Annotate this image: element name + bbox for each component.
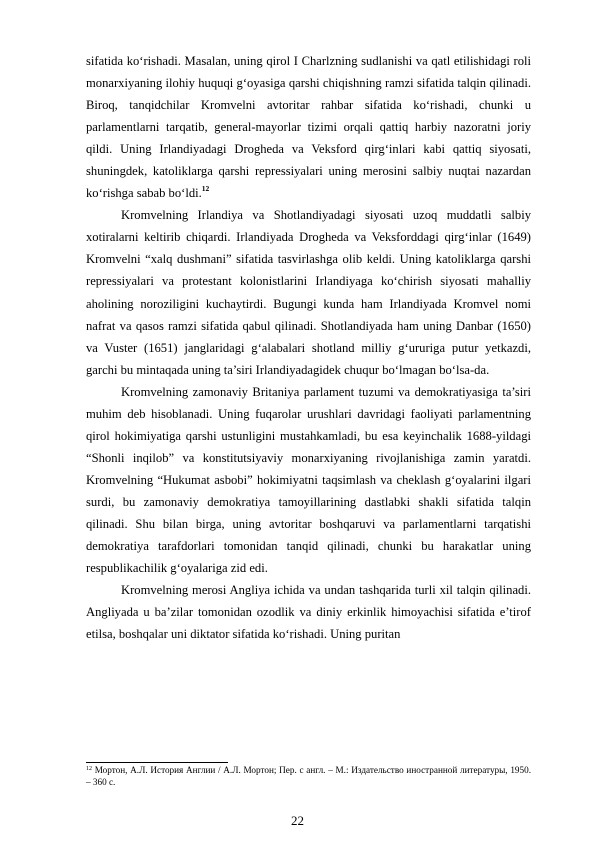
page-body	[86, 50, 531, 645]
page-number: 22	[291, 813, 304, 828]
paragraph-3: Kromvelning zamonaviy Britaniya parlament tuzumi va demokratiyasiga ta’siri muhim deb hisoblanadi. Uning fuqarolar urushlari davridagi faoliyati parlamentning qirol hokimiyatiga qarshi ustunligini mustahkamladi, bu esa keyinchalik 1688-yildagi “Shonli inqilob” va konstitutsiyaviy monarxiyaning rivojlanishiga zamin yaratdi. Kromvelning “Hukumat asbobi” hokimiyatni taqsimlash va cheklash g‘oyalarini ilgari surdi, bu zamonaviy demokratiya tamoyillarining dastlabki shakli sifatida talqin qilinadi. Shu bilan birga, uning avtoritar boshqaruvi va parlamentlarni tarqatishi demokratiya tarafdorlari tomonidan tanqid qilinadi, chunki bu harakatlar uning respublikachilik g‘oyalariga zid edi.	[86, 384, 531, 576]
paragraph-1-text: sifatida ko‘rishadi. Masalan, uning qirol I Charlzning sudlanishi va qatl etilishidagi roli monarxiyaning ilohiy huquqi g‘oyasiga qarshi chiqishning ramzi sifatida talqin qilinadi. Biroq, tanqidchilar Kromvelni avtoritar rahbar sifatida ko‘rishadi, chunki u parlamentlarni tarqatib, general-mayorlar tizimi orqali qattiq harbiy nazoratni joriy qildi. Uning Irlandiyadagi Drogheda va Veksford qirg‘inlari kabi qattiq siyosati, shuningdek, katoliklarga qarshi repressiyalari uning merosini salbiy nuqtai nazardan ko‘rishga sabab bo‘ldi.	[86, 54, 531, 201]
footnote	[86, 765, 531, 788]
paragraph-1	[86, 50, 531, 204]
footnote-divider	[86, 762, 228, 763]
footnote-number: 12	[86, 766, 92, 772]
footnote-text: Мортон, А.Л. История Англии / А.Л. Мортон; Пер. с англ. – М.: Издательство иностранной литературы, 1950. – 360 с.	[86, 765, 531, 787]
footnote-reference[interactable]: 12	[201, 184, 210, 194]
paragraph-2: Kromvelning Irlandiya va Shotlandiyadagi siyosati uzoq muddatli salbiy xotiralarni keltirib chiqardi. Irlandiyada Drogheda va Veksforddagi qirg‘inlar (1649) Kromvelni “xalq dushmani” sifatida tasvirlashga olib keldi. Uning katoliklarga qarshi repressiyalari va protestant kolonistlarini Irlandiyaga ko‘chirish siyosati mahalliy aholining noroziligini kuchaytirdi. Bugungi kunda ham Irlandiyada Kromvel nomi nafrat va qasos ramzi sifatida qabul qilinadi. Shotlandiyada ham uning Danbar (1650) va Vuster (1651) janglaridagi g‘alabalari shotland milliy g‘ururiga putur yetkazdi, garchi bu mintaqada uning ta’siri Irlandiyadagidek chuqur bo‘lmagan bo‘lsa-da.	[86, 208, 531, 377]
paragraph-4: Kromvelning merosi Angliya ichida va undan tashqarida turli xil talqin qilinadi. Angliyada u ba’zilar tomonidan ozodlik va diniy erkinlik himoyachisi sifatida e’tirof etilsa, boshqalar uni diktator sifatida ko‘rishadi. Uning puritan	[86, 583, 531, 642]
